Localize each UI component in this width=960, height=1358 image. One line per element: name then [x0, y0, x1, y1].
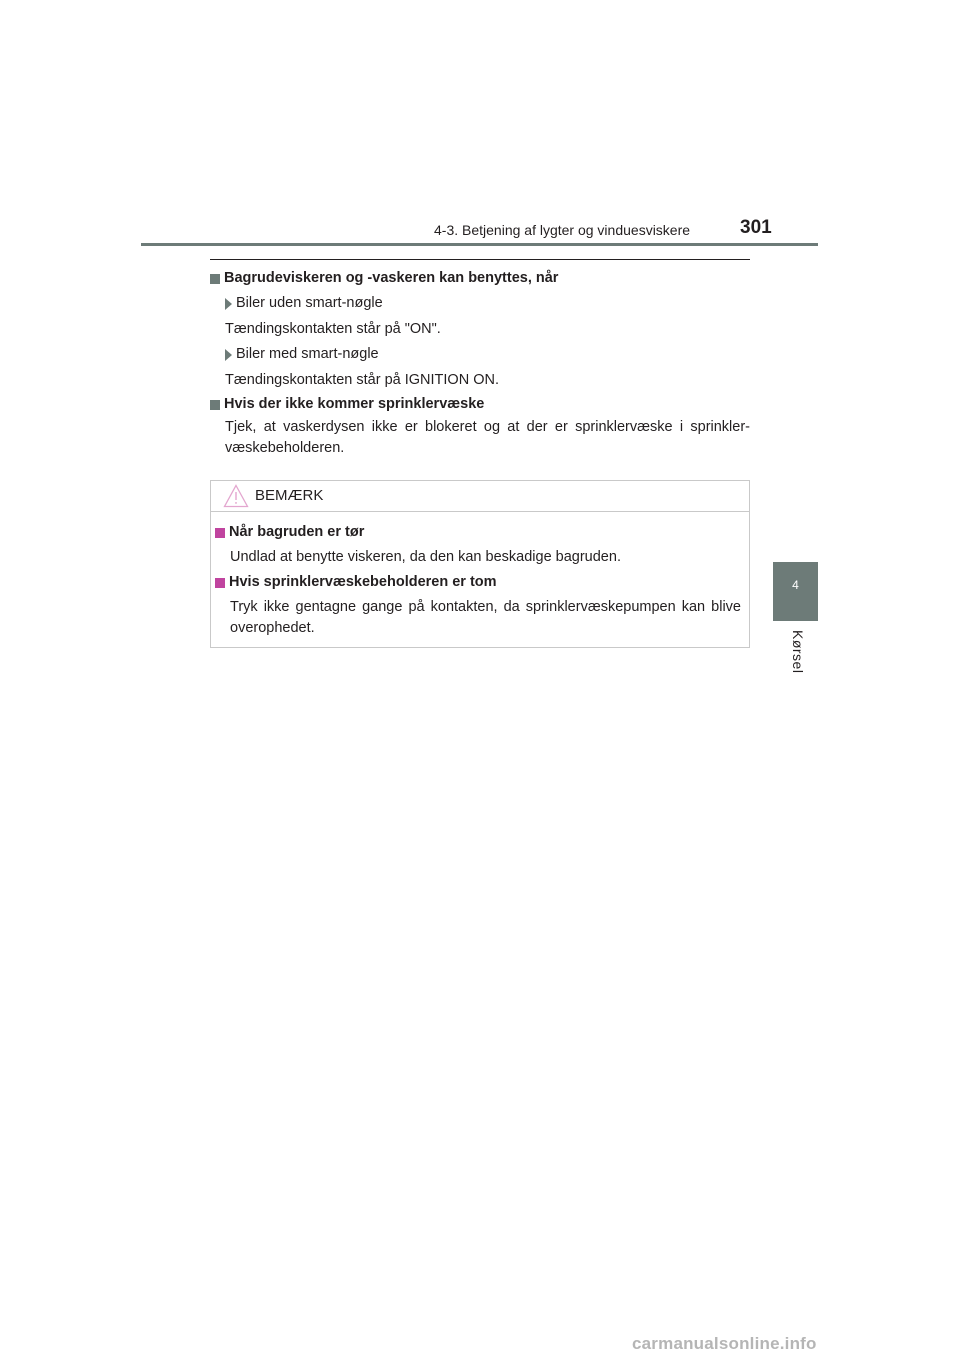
square-bullet-icon — [210, 274, 220, 284]
caution-header — [211, 481, 749, 512]
caution-item-heading — [215, 522, 741, 543]
caution-item-heading-text: Hvis sprinklervæskebeholderen er tom — [229, 574, 497, 590]
warning-triangle-icon — [223, 484, 249, 508]
caution-item-heading-text: Når bagruden er tør — [229, 524, 365, 540]
header-rule — [141, 243, 818, 246]
paragraph: Tryk ikke gentagne gange på kontakten, da sprinklervæskepumpen kan blive overophedet. — [230, 599, 741, 636]
page-number: 301 — [740, 217, 772, 238]
section-heading-text: Bagrudeviskeren og -vaskeren kan benyttes, når — [224, 270, 559, 286]
chapter-tab — [773, 562, 818, 621]
caution-body — [215, 522, 741, 639]
caution-title: BEMÆRK — [255, 487, 324, 504]
list-item-text: Biler med smart-nøgle — [236, 346, 379, 362]
list-item-text: Biler uden smart-nøgle — [236, 295, 383, 311]
list-item — [225, 293, 750, 314]
paragraph: Tændingskontakten står på "ON". — [225, 321, 441, 337]
main-content — [210, 268, 750, 459]
paragraph: Undlad at benytte viskeren, da den kan beskadige bagruden. — [230, 549, 621, 565]
list-item — [225, 344, 750, 365]
section-heading-text: Hvis der ikke kommer sprinklervæske — [224, 396, 485, 412]
chapter-number: 4 — [792, 578, 799, 592]
paragraph: Tændingskontakten står på IGNITION ON. — [225, 372, 499, 388]
section-title: 4-3. Betjening af lygter og vinduesviskere — [434, 222, 691, 238]
watermark: carmanualsonline.info — [632, 1334, 817, 1353]
content-rule — [210, 259, 750, 260]
square-bullet-icon — [215, 578, 225, 588]
caution-item-heading — [215, 572, 741, 593]
chapter-label: Kørsel — [790, 630, 806, 674]
section-heading — [210, 394, 750, 415]
triangle-right-icon — [225, 349, 232, 361]
caution-box — [210, 480, 750, 648]
triangle-right-icon — [225, 298, 232, 310]
square-bullet-icon — [210, 400, 220, 410]
paragraph: Tjek, at vaskerdysen ikke er blokeret og at der er sprinklervæske i sprinkler-væskebeholderen. — [225, 419, 750, 456]
section-heading — [210, 268, 750, 289]
square-bullet-icon — [215, 528, 225, 538]
